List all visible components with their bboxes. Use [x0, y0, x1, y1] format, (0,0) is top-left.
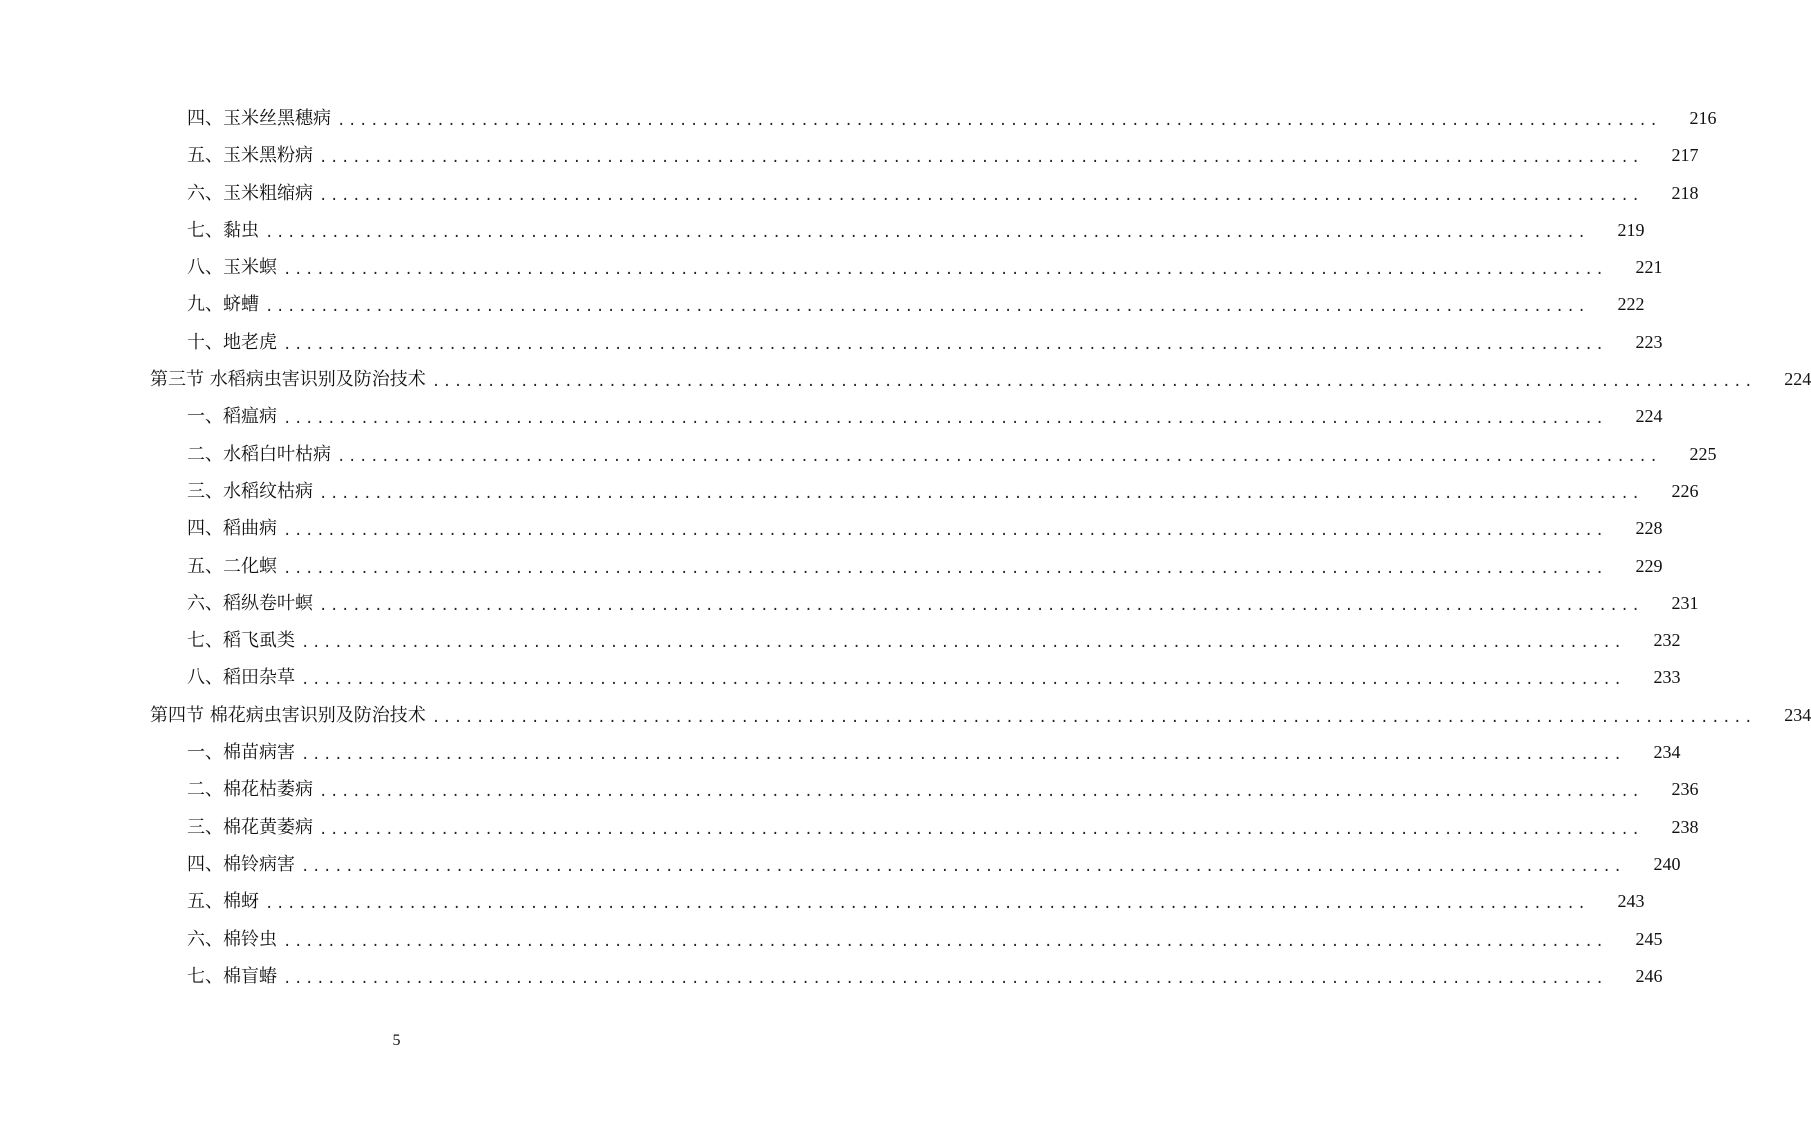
toc-entry[interactable] [0, 921, 1663, 958]
toc-entry-title: 三、水稻纹枯病 [187, 473, 319, 510]
toc-entry[interactable] [0, 734, 1681, 771]
dot-leader: ........................................................................................................................ [265, 896, 1589, 913]
dot-leader: ........................................................................................................................ [283, 933, 1607, 950]
toc-entry-page: 216 [1689, 108, 1717, 128]
toc-entry-page: 226 [1671, 480, 1699, 501]
toc-entry[interactable] [0, 809, 1699, 846]
toc-entry-page: 240 [1653, 853, 1681, 874]
toc-entry-page: 228 [1635, 518, 1663, 539]
toc-entry[interactable] [0, 883, 1645, 920]
toc-entry-page: 234 [1653, 742, 1681, 763]
dot-leader: ........................................................................................................................ [301, 635, 1625, 652]
dot-leader: ........................................................................................................................ [431, 709, 1756, 726]
toc-entry[interactable] [0, 659, 1681, 696]
dot-leader: ........................................................................................................................ [265, 224, 1589, 241]
toc-entry[interactable] [0, 286, 1645, 323]
dot-leader: ........................................................................................................................ [319, 821, 1643, 838]
toc-entry-title: 五、棉蚜 [187, 883, 265, 920]
toc-section[interactable] [0, 697, 1811, 734]
toc-entry[interactable] [0, 324, 1663, 361]
dot-leader: ........................................................................................................................ [337, 448, 1661, 465]
dot-leader: ........................................................................................................................ [265, 299, 1589, 316]
toc-entry-title: 四、稻曲病 [187, 510, 283, 547]
toc-entry-page: 223 [1635, 331, 1663, 352]
toc-entry-page: 238 [1671, 816, 1699, 837]
toc-entry-page: 233 [1653, 667, 1681, 688]
toc-entry-title: 五、二化螟 [187, 548, 283, 585]
toc-entry-title: 三、棉花黄萎病 [187, 809, 319, 846]
toc-entry-title: 一、稻瘟病 [187, 398, 283, 435]
toc-entry-page: 232 [1653, 630, 1681, 651]
toc-entry-title: 九、蛴螬 [187, 286, 265, 323]
page-number: 5 [392, 1032, 401, 1049]
toc-entry[interactable] [0, 771, 1699, 808]
toc-entry-title: 七、黏虫 [187, 212, 265, 249]
toc-entry-page: 229 [1635, 555, 1663, 576]
toc-entry-title: 四、棉铃病害 [187, 846, 301, 883]
dot-leader: ........................................................................................................................ [283, 523, 1607, 540]
toc-entry-title: 六、稻纵卷叶螟 [187, 585, 319, 622]
toc-entry[interactable] [0, 473, 1699, 510]
toc-entry[interactable] [0, 958, 1663, 995]
toc-entry[interactable] [0, 100, 1717, 137]
dot-leader: ........................................................................................................................ [319, 597, 1643, 614]
toc-section-title: 第三节 水稻病虫害识别及防治技术 [150, 361, 432, 398]
toc-entry-page: 222 [1617, 294, 1645, 315]
toc-entry-page: 231 [1671, 592, 1699, 613]
dot-leader: ........................................................................................................................ [319, 784, 1643, 801]
toc-entry-page: 246 [1635, 965, 1663, 986]
toc-entry-title: 四、玉米丝黑穗病 [187, 100, 337, 137]
toc-entry-title: 八、玉米螟 [187, 249, 283, 286]
toc-entry-page: 221 [1635, 257, 1663, 278]
toc-entry-title: 七、棉盲蝽 [187, 958, 283, 995]
dot-leader: ........................................................................................................................ [283, 970, 1607, 987]
toc-entry-title: 十、地老虎 [187, 324, 283, 361]
toc-entry-page: 243 [1617, 891, 1645, 912]
toc-entry[interactable] [0, 249, 1663, 286]
toc-entry-title: 二、棉花枯萎病 [187, 771, 319, 808]
toc-entry-page: 217 [1671, 145, 1699, 166]
toc-entry[interactable] [0, 548, 1663, 585]
toc-entry[interactable] [0, 585, 1699, 622]
dot-leader: ........................................................................................................................ [301, 858, 1625, 875]
toc-section-page: 224 [1784, 369, 1811, 390]
toc-entry[interactable] [0, 175, 1699, 212]
toc-entry[interactable] [0, 436, 1717, 473]
toc-entry-title: 六、玉米粗缩病 [187, 175, 319, 212]
dot-leader: ........................................................................................................................ [319, 150, 1643, 167]
toc-section[interactable] [0, 361, 1811, 398]
toc-entry-title: 七、稻飞虱类 [187, 622, 301, 659]
toc-entry[interactable] [0, 398, 1663, 435]
table-of-contents [0, 100, 1811, 995]
dot-leader: ........................................................................................................................ [337, 113, 1661, 129]
toc-entry-page: 224 [1635, 406, 1663, 427]
toc-entry[interactable] [0, 846, 1681, 883]
toc-entry-page: 225 [1689, 443, 1717, 464]
toc-entry[interactable] [0, 622, 1681, 659]
dot-leader: ........................................................................................................................ [283, 336, 1607, 353]
dot-leader: ........................................................................................................................ [283, 560, 1607, 577]
toc-entry[interactable] [0, 212, 1645, 249]
dot-leader: ........................................................................................................................ [301, 672, 1625, 689]
toc-entry-page: 218 [1671, 182, 1699, 203]
toc-entry-title: 一、棉苗病害 [187, 734, 301, 771]
toc-section-page: 234 [1784, 704, 1811, 725]
toc-entry-page: 236 [1671, 779, 1699, 800]
toc-entry-page: 219 [1617, 219, 1645, 240]
toc-section-title: 第四节 棉花病虫害识别及防治技术 [150, 697, 432, 734]
toc-entry-title: 六、棉铃虫 [187, 921, 283, 958]
toc-entry[interactable] [0, 137, 1699, 174]
toc-entry-title: 二、水稻白叶枯病 [187, 436, 337, 473]
toc-entry[interactable] [0, 510, 1663, 547]
dot-leader: ........................................................................................................................ [301, 747, 1625, 764]
dot-leader: ........................................................................................................................ [319, 187, 1643, 204]
toc-entry-title: 八、稻田杂草 [187, 659, 301, 696]
toc-entry-title: 五、玉米黑粉病 [187, 137, 319, 174]
dot-leader: ........................................................................................................................ [319, 485, 1643, 502]
dot-leader: ........................................................................................................................ [283, 262, 1607, 279]
dot-leader: ........................................................................................................................ [283, 411, 1607, 428]
dot-leader: ........................................................................................................................ [431, 374, 1756, 391]
toc-entry-page: 245 [1635, 928, 1663, 949]
